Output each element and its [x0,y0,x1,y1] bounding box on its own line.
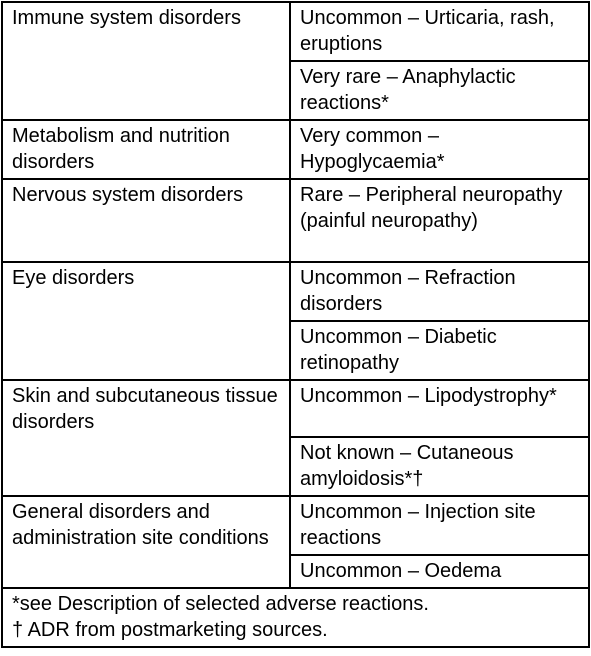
footnotes-cell [2,588,589,647]
adverse-reactions-table [1,1,590,648]
reaction-cell: Uncommon – Diabetic retinopathy [290,321,589,380]
footnote-row [2,588,589,647]
footnote-postmarketing: † ADR from postmarketing sources. [12,619,328,641]
reaction-cell: Rare – Peripheral neuropathy (painful neuropathy) [290,179,589,262]
table-row [2,120,589,179]
table-row [2,380,589,437]
reaction-cell: Uncommon – Lipodystrophy* [290,380,589,437]
system-organ-class-cell: General disorders and administration site conditions [2,496,290,588]
footnote-selected-reactions: *see Description of selected adverse reactions. [12,593,429,615]
system-organ-class-cell: Metabolism and nutrition disorders [2,120,290,179]
system-organ-class-cell: Skin and subcutaneous tissue disorders [2,380,290,496]
table-row [2,2,589,61]
table-row [2,179,589,262]
table-row [2,496,589,555]
system-organ-class-cell: Immune system disorders [2,2,290,120]
reaction-cell: Uncommon – Refraction disorders [290,262,589,321]
table-row [2,262,589,321]
system-organ-class-cell: Eye disorders [2,262,290,380]
reaction-cell: Very common – Hypoglycaemia* [290,120,589,179]
reaction-cell: Not known – Cutaneous amyloidosis*† [290,437,589,496]
reaction-cell: Uncommon – Oedema [290,555,589,588]
system-organ-class-cell: Nervous system disorders [2,179,290,262]
reaction-cell: Uncommon – Injection site reactions [290,496,589,555]
reaction-cell: Uncommon – Urticaria, rash, eruptions [290,2,589,61]
reaction-cell: Very rare – Anaphylactic reactions* [290,61,589,120]
